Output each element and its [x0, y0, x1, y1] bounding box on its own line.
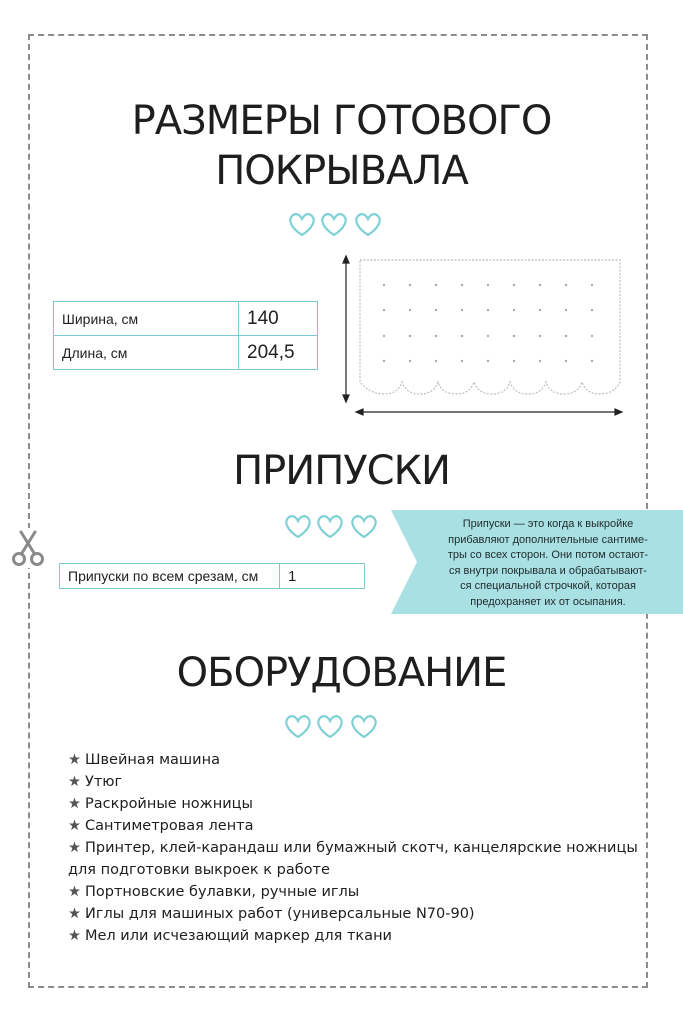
star-icon: ★	[68, 774, 81, 790]
list-item: ★ Иглы для машиных работ (универсальные N70-90)	[68, 906, 475, 922]
list-item: ★ Швейная машина	[68, 752, 220, 768]
title-line-1: РАЗМЕРЫ ГОТОВОГО	[131, 98, 552, 144]
length-label: Длина, см	[54, 336, 239, 370]
star-icon: ★	[68, 884, 81, 900]
length-value: 204,5	[239, 336, 318, 370]
hearts-icon	[282, 712, 392, 742]
list-item: ★ Утюг	[68, 774, 123, 790]
table-row	[54, 302, 318, 336]
star-icon: ★	[68, 796, 81, 812]
table-row	[54, 336, 318, 370]
star-icon: ★	[68, 752, 81, 768]
hearts-icon	[286, 210, 396, 240]
allowance-table	[59, 563, 365, 589]
star-icon: ★	[68, 928, 81, 944]
equipment-heading: ОБОРУДОВАНИЕ	[176, 650, 507, 696]
star-icon: ★	[68, 906, 81, 922]
allowance-label: Припуски по всем срезам, см	[60, 564, 280, 589]
callout-text: Припуски — это когда к выкройке прибавляют дополнительные сантиме- тры со всех сторон. Они потом остают- ся внутри покрывала и обрабатывают- ся специальной строчкой, которая предохраняет их от осыпания.	[447, 518, 649, 608]
width-value: 140	[239, 302, 318, 336]
star-icon: ★	[68, 818, 81, 834]
list-item: ★ Мел или исчезающий маркер для ткани	[68, 928, 392, 944]
list-item: ★ Портновские булавки, ручные иглы	[68, 884, 360, 900]
dimensions-table	[53, 301, 318, 370]
title-line-2: ПОКРЫВАЛА	[215, 148, 468, 194]
list-item: ★ Принтер, клей-карандаш или бумажный скотч, канцелярские ножницы для подготовки выкроек к работе	[68, 840, 638, 878]
list-item: ★ Раскройные ножницы	[68, 796, 253, 812]
equipment-list	[68, 749, 643, 947]
star-icon: ★	[68, 840, 81, 856]
hearts-icon	[282, 512, 392, 542]
table-row	[60, 564, 365, 589]
bedspread-diagram	[340, 254, 625, 424]
allowance-value: 1	[280, 564, 365, 589]
list-item: ★ Сантиметровая лента	[68, 818, 254, 834]
width-label: Ширина, см	[54, 302, 239, 336]
scissors-icon	[8, 528, 48, 568]
allowance-heading: ПРИПУСКИ	[233, 448, 450, 494]
page-title	[0, 96, 683, 196]
